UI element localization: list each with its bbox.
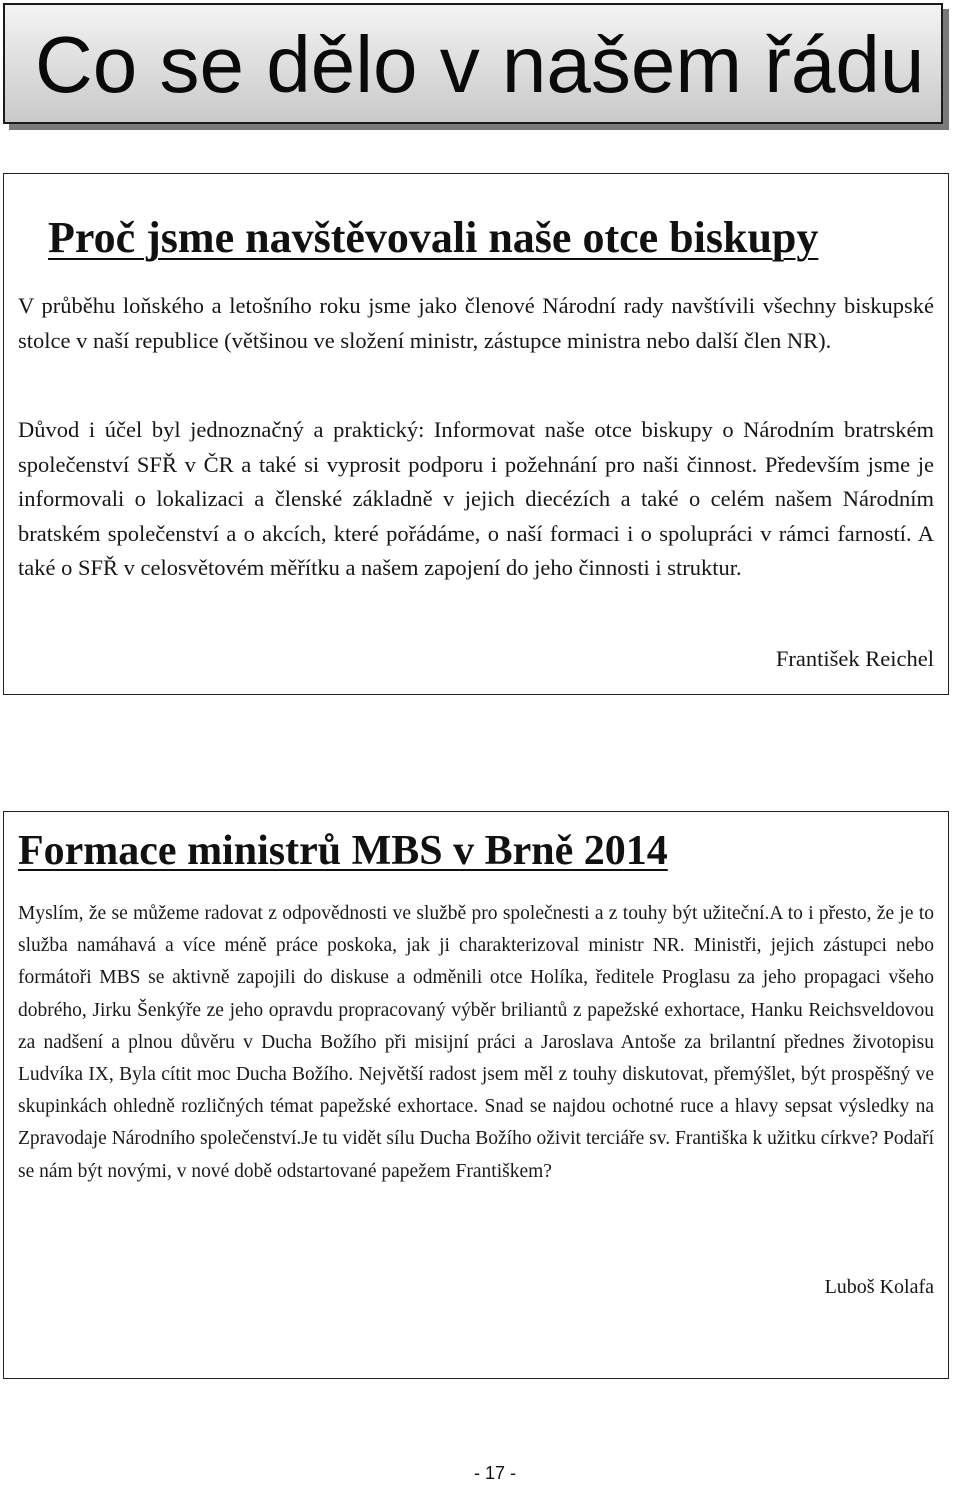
article-paragraph: V průběhu loňského a letošního roku jsme jako členové Národní rady navštívili všechny biskupské stolce v naší republice (většinou ve složení ministr, zástupce ministra nebo další člen NR). [18, 293, 934, 353]
page-number: - 17 - [473, 1463, 516, 1483]
article-paragraph: Důvod i účel byl jednoznačný a praktický: Informovat naše otce biskupy o Národním bratrském společenství SFŘ v ČR a také si vyprosit podporu i požehnání pro naši činnost. Především jsme je informovali o lokalizaci a členské základně v jejich diecézích a také o celém našem Národním bratském společenství a o akcích, které pořádáme, o naší formaci i o spolupráci v rámci farností. A také o SFŘ v celosvětovém měřítku a našem zapojení do jeho činnosti i struktur. [18, 417, 934, 580]
article-mbs-formation [3, 811, 949, 1379]
banner-title: Co se dělo v našem řádu [35, 20, 925, 109]
article-title: Formace ministrů MBS v Brně 2014 [18, 828, 668, 874]
article-bishops-visits [3, 173, 949, 695]
section-banner [3, 3, 943, 124]
article-title: Proč jsme navštěvovali naše otce biskupy [48, 213, 819, 262]
article-signature: František Reichel [775, 646, 934, 671]
article-signature: Luboš Kolafa [824, 1276, 934, 1298]
article-paragraph: Myslím, že se můžeme radovat z odpovědnosti ve službě pro společnesti a z touhy být užiteční.A to i přesto, že je to služba namáhavá a více méně práce poskoka, jak ji charakterizoval ministr NR. Ministři, jejich zástupci nebo formátoři MBS se aktivně zapojili do diskuse a odměnili otce Holíka, ředitele Proglasu za jeho propagaci všeho dobrého, Jirku Šenkýře ze jeho opravdu propracovaný výběr briliantů z papežské exhortace, Hanku Reichsveldovou za nadšení a plnou důvěru v Ducha Božího při misijní práci a Jaroslava Antoše za brilantní přednes životopisu Ludvíka IX, Byla cítit moc Ducha Božího. Největší radost jsem měl z touhy diskutovat, přemýšlet, být prospěšný ve skupinkách ohledně rozličných témat papežské exhortace. Snad se najdou ochotné ruce a hlavy sepsat výsledky na Zpravodaje Národního společenství.Je tu vidět sílu Ducha Božího oživit terciáře sv. Františka k užitku církve? Podaří se nám být novými, v nové době odstartované papežem Františkem? [18, 903, 934, 1182]
